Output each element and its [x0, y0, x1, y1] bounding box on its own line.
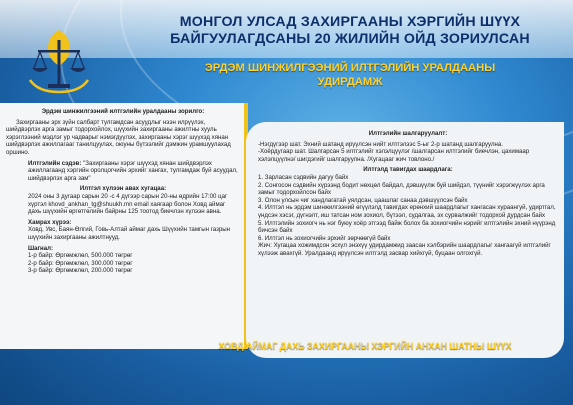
page-subtitle	[150, 61, 550, 89]
requirement-item: 6. Илтгэл нь зохиогчийн эрхийг зөрчөөгүй байх	[258, 234, 391, 242]
scales-emblem-icon	[26, 28, 92, 98]
page-title	[140, 14, 560, 48]
subtitle-line-2: УДИРДАМЖ	[317, 76, 383, 88]
requirement-item: 1. Зарласан сэдвийн дагуу байх	[258, 173, 349, 181]
prize-heading: Шагнал:	[28, 244, 54, 252]
requirement-item: 2. Сонгосон сэдвийн хүрээнд бодит нөхцөл байдал, дэвшүүлж буй шийдэл, түүнийг хэрэгжүүлэх арга замыг тодорхойлсон байх	[258, 181, 545, 197]
goal-heading: Эрдэм шинжилгээний илтгэлийн уралдааны зорилго:	[41, 108, 205, 115]
subtitle-line-1: ЭРДЭМ ШИНЖИЛГЭЭНИЙ ИЛТГЭЛИЙН УРАЛДААНЫ	[204, 62, 496, 74]
format-item: -Хоёрдугаар шат. Шалгарсан 5 илтгэлийг хэлэлцүүлэг /шалгарсан илтгэлийг биечлэн, цахимаар хэлэлцүүлнэ/ шигдэгийг шалгаруулна. /Хугацааг жич товлоно./	[258, 148, 530, 163]
title-line-1: МОНГОЛ УЛСАД ЗАХИРГААНЫ ХЭРГИЙН ШҮҮХ	[179, 14, 521, 30]
requirement-item: 5. Илтгэлийн зохиогч нь нэг буюу хоёр этгээд байж болох ба зохиогчийн нэрийг илтгэлийн эхний нүүрэнд бичсэн байх	[258, 219, 556, 235]
scope-heading: Хамрах хүрээ:	[28, 218, 72, 226]
format-heading: Илтгэлийн шалгаруулалт:	[368, 130, 448, 137]
requirement-item: 4. Илтгэл нь эрдэм шинжилгээний өгүүлэлд тавигдах ерөнхий шаардлагыг хангасан хураангуй, удиртгал, үндсэн хэсэг, дүгнэлт, иш татсан ном зохиол, бүтээл, судалгаа, эх сурвалжийг тодорхой дурдсан байх	[258, 204, 556, 219]
deadline-text: 2024 оны 3 дугаар сарын 20 -с 4 дүгээр сарын 20-ны өдрийн 17:00 цаг хүртэл khovd_ankhan_tg@shuukh.mn email хаягаар болон Ховд аймаг дахь шүүхийн өргөтгөлийн байрны 125 тоотод биечлэн хүлээн авна.	[28, 192, 228, 216]
right-panel-content	[258, 130, 558, 258]
goal-text: Захиргааны эрх зүйн салбарт тулгамдсан асуудлыг нээн илрүүлэх, шийдвэрлэх арга замыг тодорхойлох, шүүхийн захиргааны ажилтны хууль хэрэглээний мэдлэг ур чадварыг нэмэгдүүлэх, захиргааны хэрэг шүүхэд хянан шийдвэрлэх ажиллагааг танилцуулах, оюуны бүтээлийг дэмжин урамшуулахад оршино.	[6, 118, 231, 156]
requirement-note: Жич: Хугацаа хожимдсон эсхүл энэхүү удирдамжид заасан хэлбэрийн шаардлагыг хангаагүй илтгэлийг хүлээж авахгүй. Уралдаанд ирүүлсэн илтгэлд засвар хийхгүй, буцаан олгохгүй.	[258, 242, 551, 257]
prize-item: 3-р байр: Өргөмжлөл, 200.000 төгрөг	[28, 267, 133, 275]
theme-text: "Захиргааны хэрэг шүүхэд хянан шийдвэрлэх ажиллагаанд хэргийн оролцогчийн эрхийг хангах, тулгамдаж буй асуудал, шийдвэрлэх арга зам"	[28, 159, 238, 182]
footer-organization: ХОВД АЙМАГ ДАХЬ ЗАХИРГААНЫ ХЭРГИЙН АНХАН ШАТНЫ ШҮҮХ	[218, 341, 512, 351]
deadline-heading: Илтгэл хүлээн авах хугацаа:	[79, 185, 167, 193]
left-panel-content	[6, 108, 240, 275]
prize-item: 1-р байр: Өргөмжлөл, 500.000 төгрөг	[28, 252, 133, 260]
prize-item: 2-р байр: Өргөмжлөл, 300.000 төгрөг	[28, 259, 133, 267]
requirements-heading: Илтгэлд тавигдах шаардлага:	[363, 166, 453, 174]
theme-heading: Илтгэлийн сэдэв:	[28, 159, 82, 167]
scope-text: Ховд, Увс, Баян-Өлгий, Говь-Алтай аймаг дахь Шүүхийн тамгын газрын шүүхийн захиргааны ажилтнууд.	[28, 226, 231, 241]
title-line-2: БАЙГУУЛАГДСАНЫ 20 ЖИЛИЙН ОЙД ЗОРИУЛСАН	[170, 31, 530, 47]
format-item: -Нэгдүгээр шат. Эхний шатанд ирүүлсэн нийт илтгэлээс 5-ыг 2-р шатанд шалгаруулна.	[258, 140, 503, 148]
requirement-item: 3. Олон улсын чиг хандлагатай уялдсан, цаашлаг санаа дэвшүүлсэн байх	[258, 196, 468, 204]
